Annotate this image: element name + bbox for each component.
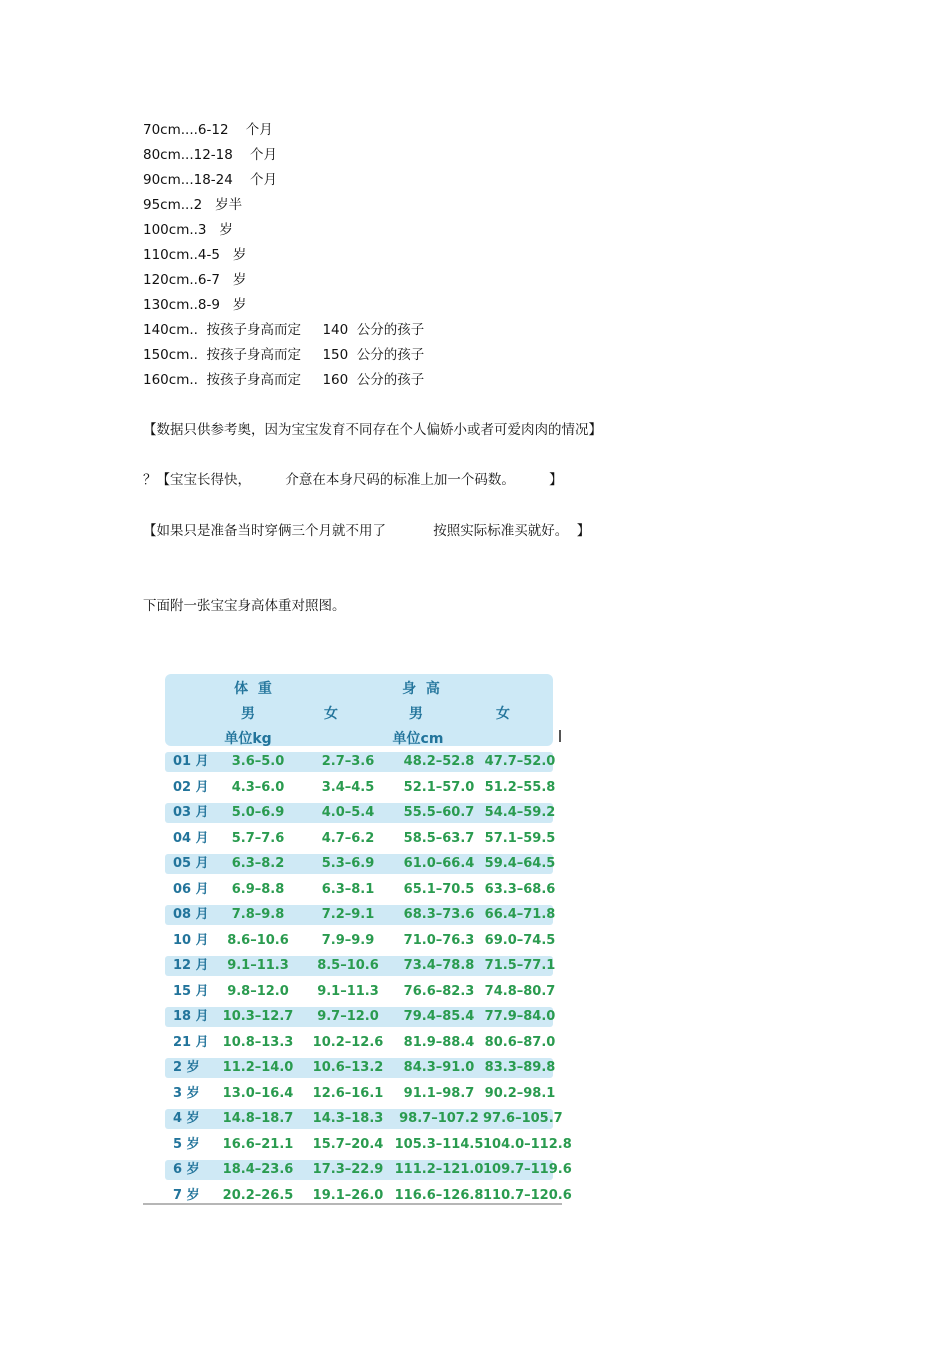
table-row <box>165 880 556 900</box>
table-cell-age: 03 月 <box>173 805 209 820</box>
table-row <box>165 956 556 976</box>
table-cell-h-f: 66.4–71.8 <box>484 907 556 922</box>
table-cell-h-f: 90.2–98.1 <box>484 1085 556 1101</box>
table-cell-h-m: 52.1–57.0 <box>403 779 475 795</box>
table-row <box>165 1033 556 1053</box>
edge-mark <box>559 730 561 742</box>
table-cell-age: 01 月 <box>173 754 209 769</box>
table-row <box>165 778 556 798</box>
reference-note: 【数据只供参考奥，因为宝宝发育不同存在个人偏娇小或者可爱肉肉的情况】 <box>143 422 602 438</box>
growth-chart-table <box>143 672 572 1205</box>
table-cell-h-f: 83.3–89.8 <box>484 1060 556 1075</box>
table-cell-w-m: 20.2–26.5 <box>222 1187 294 1203</box>
table-cell-age: 7 岁 <box>173 1187 200 1203</box>
size-guide-line: 95cm...2 岁半 <box>143 197 243 213</box>
table-cell-age: 15 月 <box>173 983 209 999</box>
table-cell-w-f: 9.1–11.3 <box>317 983 379 999</box>
table-cell-h-m: 76.6–82.3 <box>403 983 475 999</box>
size-guide-line: 80cm...12-18 个月 <box>143 147 278 163</box>
table-cell-h-f: 51.2–55.8 <box>484 779 556 795</box>
size-guide-line: 70cm....6-12 个月 <box>143 122 273 138</box>
table-cell-h-f: 104.0–112.8 <box>483 1136 572 1152</box>
table-row <box>165 1135 572 1155</box>
table-cell-h-m: 84.3–91.0 <box>403 1060 475 1075</box>
table-cell-age: 18 月 <box>173 1009 209 1024</box>
size-guide-line: 160cm.. 按孩子身高而定 160 公分的孩子 <box>143 372 425 388</box>
header-weight-male: 男 <box>241 706 255 722</box>
table-cell-age: 10 月 <box>173 932 209 948</box>
size-guide-line: 130cm..8-9 岁 <box>143 297 247 313</box>
table-cell-age: 6 岁 <box>173 1162 200 1177</box>
table-cell-h-m: 116.6–126.8 <box>394 1187 484 1203</box>
table-cell-age: 21 月 <box>173 1034 209 1050</box>
table-cell-w-f: 14.3–18.3 <box>312 1111 384 1126</box>
table-cell-w-f: 10.2–12.6 <box>312 1034 384 1050</box>
table-cell-w-f: 7.2–9.1 <box>321 907 375 922</box>
table-cell-w-f: 3.4–4.5 <box>321 779 375 795</box>
size-guide-line: 120cm..6-7 岁 <box>143 272 247 288</box>
header-unit-cm: 单位cm <box>392 731 444 747</box>
table-cell-w-m: 14.8–18.7 <box>222 1111 294 1126</box>
table-cell-h-f: 47.7–52.0 <box>484 754 556 769</box>
table-cell-h-m: 81.9–88.4 <box>403 1034 475 1050</box>
table-cell-w-m: 10.3–12.7 <box>222 1009 294 1024</box>
header-weight: 体 重 <box>234 681 272 697</box>
table-cell-w-f: 5.3–6.9 <box>321 856 375 871</box>
table-cell-age: 4 岁 <box>173 1111 200 1126</box>
table-cell-h-f: 74.8–80.7 <box>484 983 556 999</box>
table-cell-w-f: 4.0–5.4 <box>321 805 375 820</box>
table-cell-w-f: 19.1–26.0 <box>312 1187 384 1203</box>
header-unit-kg: 单位kg <box>224 731 272 747</box>
table-row <box>165 982 556 1002</box>
table-cell-w-m: 8.6–10.6 <box>227 932 289 948</box>
table-cell-w-f: 6.3–8.1 <box>321 881 375 897</box>
table-cell-age: 08 月 <box>173 907 209 922</box>
table-cell-h-m: 58.5–63.7 <box>403 830 475 846</box>
table-cell-w-m: 6.3–8.2 <box>231 856 285 871</box>
table-cell-w-m: 13.0–16.4 <box>222 1085 294 1101</box>
table-row <box>165 829 556 849</box>
table-cell-h-m: 105.3–114.5 <box>394 1136 484 1152</box>
table-row <box>165 803 556 823</box>
table-cell-age: 04 月 <box>173 830 209 846</box>
size-guide-line: 100cm..3 岁 <box>143 222 233 238</box>
table-cell-age: 2 岁 <box>173 1060 200 1075</box>
table-cell-h-f: 54.4–59.2 <box>484 805 556 820</box>
table-row <box>165 1084 556 1104</box>
header-height: 身 高 <box>402 681 440 697</box>
table-row <box>165 931 556 951</box>
table-cell-age: 06 月 <box>173 881 209 897</box>
table-cell-w-f: 2.7–3.6 <box>321 754 375 769</box>
table-cell-w-m: 16.6–21.1 <box>222 1136 294 1152</box>
table-row <box>165 1109 563 1129</box>
header-height-male: 男 <box>409 706 423 722</box>
table-cell-age: 3 岁 <box>173 1085 200 1101</box>
table-cell-age: 05 月 <box>173 856 209 871</box>
table-cell-h-f: 97.6–105.7 <box>483 1111 563 1126</box>
table-cell-h-f: 71.5–77.1 <box>484 958 556 973</box>
table-cell-h-m: 65.1–70.5 <box>403 881 475 897</box>
table-cell-h-m: 61.0–66.4 <box>403 856 475 871</box>
table-cell-h-m: 68.3–73.6 <box>403 907 475 922</box>
size-guide-line: 110cm..4-5 岁 <box>143 247 247 263</box>
header-weight-female: 女 <box>324 706 338 722</box>
table-cell-w-f: 10.6–13.2 <box>312 1060 384 1075</box>
table-row <box>165 905 556 925</box>
table-cell-age: 12 月 <box>173 958 209 973</box>
table-cell-h-f: 59.4–64.5 <box>484 856 556 871</box>
table-cell-w-f: 12.6–16.1 <box>312 1085 384 1101</box>
table-bottom-border <box>143 1203 562 1205</box>
table-cell-h-m: 79.4–85.4 <box>403 1009 475 1024</box>
table-cell-w-m: 9.1–11.3 <box>227 958 289 973</box>
table-cell-h-m: 98.7–107.2 <box>399 1111 479 1126</box>
table-cell-w-m: 6.9–8.8 <box>231 881 285 897</box>
table-cell-h-m: 91.1–98.7 <box>403 1085 475 1101</box>
size-guide-line: 140cm.. 按孩子身高而定 140 公分的孩子 <box>143 322 425 338</box>
table-cell-h-f: 69.0–74.5 <box>484 932 556 948</box>
table-cell-h-m: 55.5–60.7 <box>403 805 475 820</box>
table-cell-age: 5 岁 <box>173 1136 200 1152</box>
table-cell-h-f: 109.7–119.6 <box>483 1162 572 1177</box>
table-cell-w-f: 9.7–12.0 <box>317 1009 379 1024</box>
table-cell-age: 02 月 <box>173 779 209 795</box>
table-cell-w-f: 15.7–20.4 <box>312 1136 384 1152</box>
table-cell-h-f: 110.7–120.6 <box>483 1187 572 1203</box>
table-row <box>165 1007 556 1027</box>
table-cell-w-m: 10.8–13.3 <box>222 1034 294 1050</box>
size-guide-line: 90cm...18-24 个月 <box>143 172 278 188</box>
table-cell-w-f: 8.5–10.6 <box>317 958 379 973</box>
table-cell-h-f: 57.1–59.5 <box>484 830 556 846</box>
table-row <box>165 1160 572 1180</box>
table-cell-w-f: 7.9–9.9 <box>321 932 375 948</box>
table-row <box>165 854 556 874</box>
table-cell-h-f: 63.3–68.6 <box>484 881 556 897</box>
short-use-note: 【如果只是准备当时穿俩三个月就不用了 按照实际标准买就好。 】 <box>143 523 591 539</box>
grow-fast-note: ？【宝宝长得快， 介意在本身尺码的标准上加一个码数。 】 <box>143 472 563 488</box>
table-cell-w-m: 3.6–5.0 <box>231 754 285 769</box>
size-guide-line: 150cm.. 按孩子身高而定 150 公分的孩子 <box>143 347 425 363</box>
table-cell-h-m: 111.2–121.0 <box>394 1162 484 1177</box>
table-cell-w-m: 18.4–23.6 <box>222 1162 294 1177</box>
table-row <box>165 1058 556 1078</box>
table-cell-w-f: 4.7–6.2 <box>321 830 375 846</box>
size-guide-list <box>143 118 663 393</box>
table-cell-h-m: 48.2–52.8 <box>403 754 475 769</box>
table-cell-w-m: 5.7–7.6 <box>231 830 285 846</box>
table-row <box>165 752 556 772</box>
table-cell-w-m: 11.2–14.0 <box>222 1060 294 1075</box>
table-cell-h-m: 73.4–78.8 <box>403 958 475 973</box>
header-height-female: 女 <box>496 706 510 722</box>
table-cell-w-m: 4.3–6.0 <box>231 779 285 795</box>
table-cell-w-m: 9.8–12.0 <box>227 983 289 999</box>
chart-intro-text: 下面附一张宝宝身高体重对照图。 <box>143 598 346 614</box>
table-cell-w-f: 17.3–22.9 <box>312 1162 384 1177</box>
table-cell-w-m: 5.0–6.9 <box>231 805 285 820</box>
table-cell-w-m: 7.8–9.8 <box>231 907 285 922</box>
table-cell-h-m: 71.0–76.3 <box>403 932 475 948</box>
table-cell-h-f: 77.9–84.0 <box>484 1009 556 1024</box>
table-cell-h-f: 80.6–87.0 <box>484 1034 556 1050</box>
